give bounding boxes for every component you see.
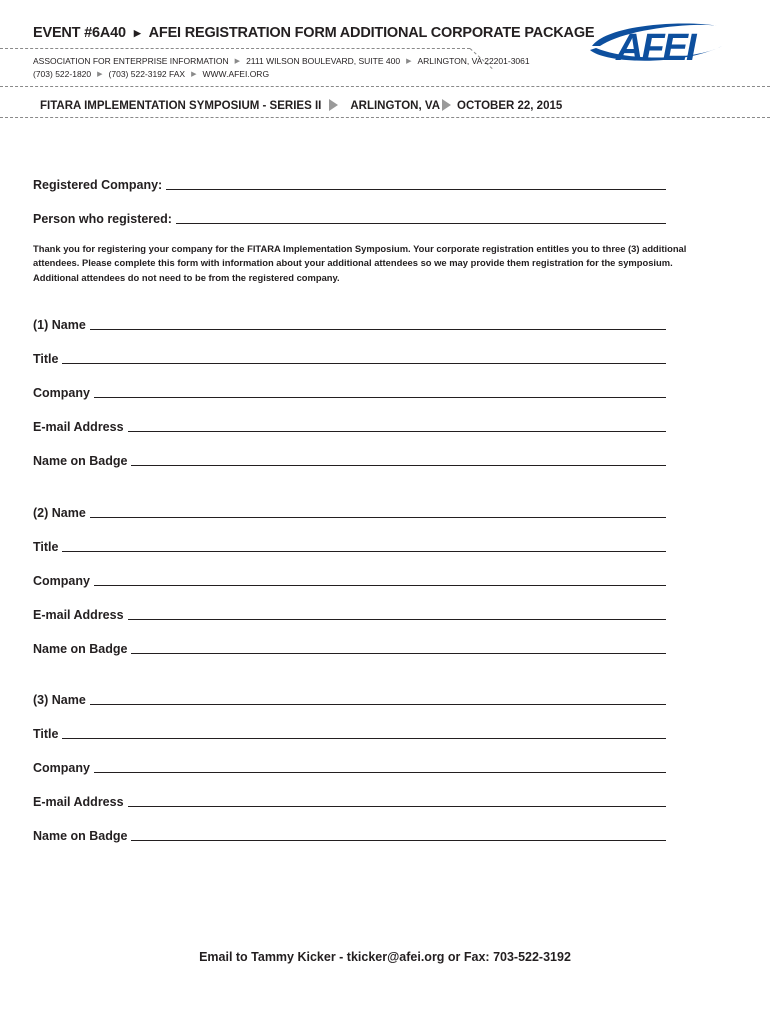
org-address-line xyxy=(33,56,530,66)
org-fax: (703) 522-3192 FAX xyxy=(108,69,186,79)
event-date: OCTOBER 22, 2015 xyxy=(457,100,563,112)
attendee-2-name-field[interactable] xyxy=(33,506,666,520)
attendee-2-email-line[interactable] xyxy=(128,618,666,620)
person-registered-line[interactable] xyxy=(176,222,666,224)
attendee-1-title-field[interactable] xyxy=(33,352,666,366)
event-info xyxy=(40,97,562,112)
attendee-3-badge-label: Name on Badge xyxy=(33,829,128,843)
attendee-2-company-line[interactable] xyxy=(94,584,666,586)
attendee-3-email-field[interactable] xyxy=(33,795,666,809)
attendee-3-name-label: (3) Name xyxy=(33,693,86,707)
attendee-3-name-line[interactable] xyxy=(90,703,666,705)
attendee-1-badge-field[interactable] xyxy=(33,454,666,468)
attendee-1-title-label: Title xyxy=(33,352,59,366)
attendee-3-title-field[interactable] xyxy=(33,727,666,741)
triangle-icon xyxy=(329,99,338,111)
attendee-3-company-label: Company xyxy=(33,761,90,775)
attendee-3-email-label: E-mail Address xyxy=(33,795,124,809)
attendee-3-title-line[interactable] xyxy=(62,737,666,739)
arrow-icon: ▶ xyxy=(234,58,241,65)
attendee-2-title-label: Title xyxy=(33,540,59,554)
attendee-1-company-label: Company xyxy=(33,386,90,400)
event-divider-bottom xyxy=(0,117,770,118)
attendee-2-email-field[interactable] xyxy=(33,608,666,622)
person-registered-field[interactable] xyxy=(33,212,666,226)
attendee-1-name-field[interactable] xyxy=(33,318,666,332)
registered-company-field[interactable] xyxy=(33,178,666,192)
attendee-3-company-field[interactable] xyxy=(33,761,666,775)
attendee-2-company-label: Company xyxy=(33,574,90,588)
attendee-3-company-line[interactable] xyxy=(94,771,666,773)
header-divider xyxy=(0,48,470,49)
registered-company-label: Registered Company: xyxy=(33,178,163,192)
form-title xyxy=(33,25,594,41)
attendee-1-company-line[interactable] xyxy=(94,396,666,398)
event-divider-top xyxy=(0,86,770,87)
attendee-1-badge-label: Name on Badge xyxy=(33,454,128,468)
attendee-2-badge-label: Name on Badge xyxy=(33,642,128,656)
event-location: ARLINGTON, VA xyxy=(350,100,441,112)
attendee-1-email-line[interactable] xyxy=(128,430,666,432)
attendee-2-name-line[interactable] xyxy=(90,516,666,518)
attendee-3-badge-line[interactable] xyxy=(131,839,666,841)
arrow-icon: ▶ xyxy=(97,71,103,78)
attendee-2-title-field[interactable] xyxy=(33,540,666,554)
org-name: ASSOCIATION FOR ENTERPRISE INFORMATION xyxy=(33,56,229,66)
attendee-1-badge-line[interactable] xyxy=(131,464,666,466)
attendee-3-name-field[interactable] xyxy=(33,693,666,707)
attendee-1-email-field[interactable] xyxy=(33,420,666,434)
intro-line: Thank you for registering your company for the FITARA Implementation Symposium. Your corporate registration entitles you to three (3) additional xyxy=(33,243,687,254)
attendee-1-company-field[interactable] xyxy=(33,386,666,400)
svg-text:AFEI: AFEI xyxy=(616,27,695,69)
intro-paragraph xyxy=(33,242,703,285)
arrow-icon: ▶ xyxy=(191,71,197,78)
attendee-2-email-label: E-mail Address xyxy=(33,608,124,622)
afei-logo xyxy=(586,16,726,79)
arrow-icon: ▶ xyxy=(133,28,141,38)
attendee-2-name-label: (2) Name xyxy=(33,506,86,520)
registered-company-line[interactable] xyxy=(166,188,666,190)
org-phone: (703) 522-1820 xyxy=(33,69,92,79)
attendee-3-email-line[interactable] xyxy=(128,805,666,807)
attendee-1-name-line[interactable] xyxy=(90,328,666,330)
intro-line: attendees. Please complete this form with information about your additional attendees so we may provide them registration for the symposium. xyxy=(33,257,673,268)
form-title-text: AFEI REGISTRATION FORM ADDITIONAL CORPORATE PACKAGE xyxy=(148,25,595,41)
org-contact-line xyxy=(33,69,269,79)
attendee-3-title-label: Title xyxy=(33,727,59,741)
org-city: ARLINGTON, VA 22201-3061 xyxy=(417,56,530,66)
org-website[interactable]: WWW.AFEI.ORG xyxy=(202,69,270,79)
attendee-2-badge-field[interactable] xyxy=(33,642,666,656)
attendee-1-title-line[interactable] xyxy=(62,362,666,364)
person-registered-label: Person who registered: xyxy=(33,212,172,226)
event-code: EVENT #6A40 xyxy=(33,25,126,41)
org-street: 2111 WILSON BOULEVARD, SUITE 400 xyxy=(246,56,401,66)
arrow-icon: ▶ xyxy=(406,58,412,65)
event-name: FITARA IMPLEMENTATION SYMPOSIUM - SERIES II xyxy=(40,100,322,112)
submission-instructions: Email to Tammy Kicker - tkicker@afei.org or Fax: 703-522-3192 xyxy=(199,950,571,964)
attendee-1-email-label: E-mail Address xyxy=(33,420,124,434)
triangle-icon xyxy=(442,99,451,111)
attendee-1-name-label: (1) Name xyxy=(33,318,86,332)
attendee-2-company-field[interactable] xyxy=(33,574,666,588)
attendee-2-badge-line[interactable] xyxy=(131,652,666,654)
attendee-3-badge-field[interactable] xyxy=(33,829,666,843)
attendee-2-title-line[interactable] xyxy=(62,550,666,552)
intro-line: Additional attendees do not need to be from the registered company. xyxy=(33,272,340,283)
